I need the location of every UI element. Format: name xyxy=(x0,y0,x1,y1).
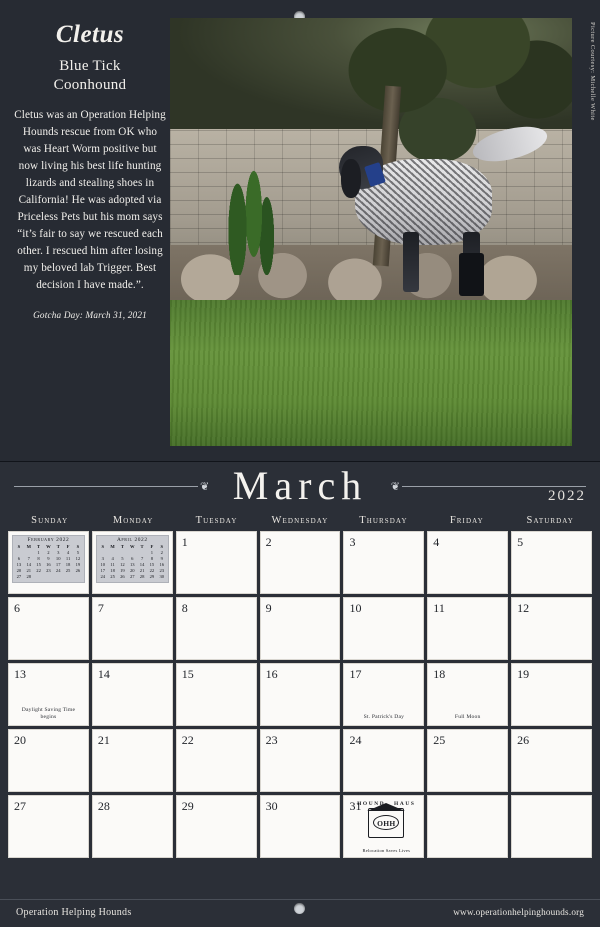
day-number: 2 xyxy=(265,535,272,549)
day-number: 20 xyxy=(14,733,26,747)
day-number: 31 xyxy=(349,799,362,813)
day-number: 4 xyxy=(433,535,440,549)
day-number: 28 xyxy=(97,799,110,813)
calendar-day-cell[interactable] xyxy=(343,531,424,594)
month-title: March xyxy=(232,463,368,508)
day-number: 22 xyxy=(181,733,194,747)
calendar-header xyxy=(0,462,600,514)
calendar-day-cell[interactable] xyxy=(427,663,508,726)
calendar-day-cell[interactable] xyxy=(260,729,341,792)
calendar-day-cell[interactable] xyxy=(427,597,508,660)
calendar-day-cell[interactable] xyxy=(511,729,592,792)
calendar-day-cell[interactable] xyxy=(92,795,173,858)
day-number: 9 xyxy=(265,601,272,615)
dog-name: Cletus xyxy=(55,21,125,48)
day-number: 12 xyxy=(517,601,530,615)
day-number: 5 xyxy=(517,535,524,549)
day-note: Daylight Saving Time begins xyxy=(21,707,76,721)
dog-breed-line1: Blue Tick xyxy=(59,58,121,74)
ornament-right-icon: ❦ xyxy=(390,481,400,493)
calendar-day-cell[interactable] xyxy=(176,795,257,858)
day-note: Full Moon xyxy=(454,714,481,721)
dog-photo xyxy=(170,18,572,446)
day-number: 19 xyxy=(517,667,530,681)
weekday-thursday: Thursday xyxy=(359,515,408,526)
dog-breed-line2: Coonhound xyxy=(53,76,127,93)
calendar-day-cell[interactable] xyxy=(176,597,257,660)
day-number: 1 xyxy=(181,535,188,549)
punch-hole-bottom-icon xyxy=(294,903,305,914)
calendar-day-cell[interactable] xyxy=(92,663,173,726)
weekday-tuesday: Tuesday xyxy=(195,515,238,526)
calendar-day-cell[interactable] xyxy=(8,663,89,726)
calendar-day-cell[interactable] xyxy=(8,531,89,594)
calendar-day-cell[interactable] xyxy=(176,729,257,792)
calendar-week-row xyxy=(8,729,592,792)
gotcha-day: Gotcha Day: March 31, 2021 xyxy=(33,309,147,320)
day-number: 27 xyxy=(14,799,26,813)
calendar-day-cell[interactable] xyxy=(92,531,173,594)
calendar-day-cell[interactable] xyxy=(260,531,341,594)
photo-credit: Picture Courtesy: Michelle White xyxy=(589,22,596,121)
calendar-section xyxy=(0,462,600,927)
calendar-day-cell[interactable] xyxy=(511,663,592,726)
photo-plant xyxy=(218,164,282,275)
day-number: 29 xyxy=(181,799,194,813)
mini-month-february: February 2022 S M T W T F S 1 2 3 4 5 6 7 8 9 10 11 12 13 14 15 16 17 18 19 20 21 22 23 24 25 26 27 28 xyxy=(12,535,85,583)
day-number: 25 xyxy=(433,733,446,747)
photo-dog-boot xyxy=(459,253,483,296)
calendar-day-cell[interactable] xyxy=(176,531,257,594)
calendar-week-row xyxy=(8,597,592,660)
logo-initials: OHH xyxy=(373,815,399,830)
calendar-day-cell[interactable] xyxy=(92,729,173,792)
photo-dog-front-leg xyxy=(403,232,419,292)
day-number: 11 xyxy=(433,601,445,615)
calendar-day-cell[interactable] xyxy=(343,663,424,726)
photo-lawn xyxy=(170,300,572,446)
calendar-week-row xyxy=(8,795,592,858)
calendar-day-cell[interactable] xyxy=(92,597,173,660)
weekday-header-row xyxy=(0,515,600,531)
day-note: St. Patrick's Day xyxy=(363,714,405,721)
day-number: 3 xyxy=(349,535,356,549)
day-number: 8 xyxy=(181,601,188,615)
weekday-saturday: Saturday xyxy=(526,515,574,526)
day-number: 21 xyxy=(97,733,110,747)
day-number: 24 xyxy=(349,733,362,747)
footer-website[interactable]: www.operationhelpinghounds.org xyxy=(453,907,584,917)
day-number: 17 xyxy=(349,667,362,681)
day-number: 10 xyxy=(349,601,362,615)
calendar-day-cell[interactable] xyxy=(8,729,89,792)
calendar-day-cell[interactable] xyxy=(343,729,424,792)
dog-breed xyxy=(14,57,166,95)
calendar-day-cell[interactable] xyxy=(511,531,592,594)
calendar-day-cell[interactable] xyxy=(343,597,424,660)
calendar-day-cell[interactable] xyxy=(8,795,89,858)
weekday-wednesday: Wednesday xyxy=(271,515,329,526)
mini-month-april: April 2022 S M T W T F S 1 2 3 4 5 6 7 8 9 10 11 12 13 14 15 16 17 18 19 20 21 22 23 24 25 26 27 28 29 30 xyxy=(96,535,169,583)
weekday-sunday: Sunday xyxy=(31,515,69,526)
day-number: 26 xyxy=(517,733,530,747)
day-number: 18 xyxy=(433,667,446,681)
calendar-day-cell[interactable] xyxy=(260,795,341,858)
dog-story-text: Cletus was an Operation Helping Hounds rescue from OK who was Heart Worm positive but now living his best life hunting lizards and stealing shoes in California! He was adopted via Priceless Pets but his mom says “it’s fair to say we rescued each other. I rescued him after losing my beloved lab Trigger. Best decision I have made.”. xyxy=(14,108,166,291)
day-number: 23 xyxy=(265,733,278,747)
day-number: 13 xyxy=(14,667,26,681)
day-number: 6 xyxy=(14,601,20,615)
calendar-day-cell[interactable] xyxy=(8,597,89,660)
calendar-day-cell[interactable] xyxy=(343,795,424,858)
calendar-day-cell[interactable] xyxy=(427,531,508,594)
calendar-grid xyxy=(0,531,600,858)
calendar-day-cell[interactable] xyxy=(260,597,341,660)
photo-dog-ear xyxy=(341,159,361,198)
dog-story xyxy=(14,22,166,320)
day-number: 30 xyxy=(265,799,278,813)
weekday-friday: Friday xyxy=(449,515,484,526)
calendar-day-cell[interactable] xyxy=(427,729,508,792)
ohh-logo: HOUND HAUS OHH Relocation Saves Lives xyxy=(357,801,416,853)
year-label: 2022 xyxy=(548,488,586,504)
calendar-week-row xyxy=(8,663,592,726)
calendar-day-cell[interactable] xyxy=(511,795,592,858)
calendar-week-row xyxy=(8,531,592,594)
ornament-left-icon: ❦ xyxy=(200,481,210,493)
day-number: 14 xyxy=(97,667,110,681)
day-number: 7 xyxy=(97,601,104,615)
header-rule-right xyxy=(402,486,586,487)
day-number: 16 xyxy=(265,667,278,681)
day-number: 15 xyxy=(181,667,194,681)
footer-org-name: Operation Helping Hounds xyxy=(16,907,132,918)
weekday-monday: Monday xyxy=(112,515,154,526)
photo-panel xyxy=(0,0,600,462)
calendar-day-cell[interactable] xyxy=(427,795,508,858)
calendar-day-cell[interactable] xyxy=(176,663,257,726)
calendar-day-cell[interactable] xyxy=(511,597,592,660)
calendar-day-cell[interactable] xyxy=(260,663,341,726)
